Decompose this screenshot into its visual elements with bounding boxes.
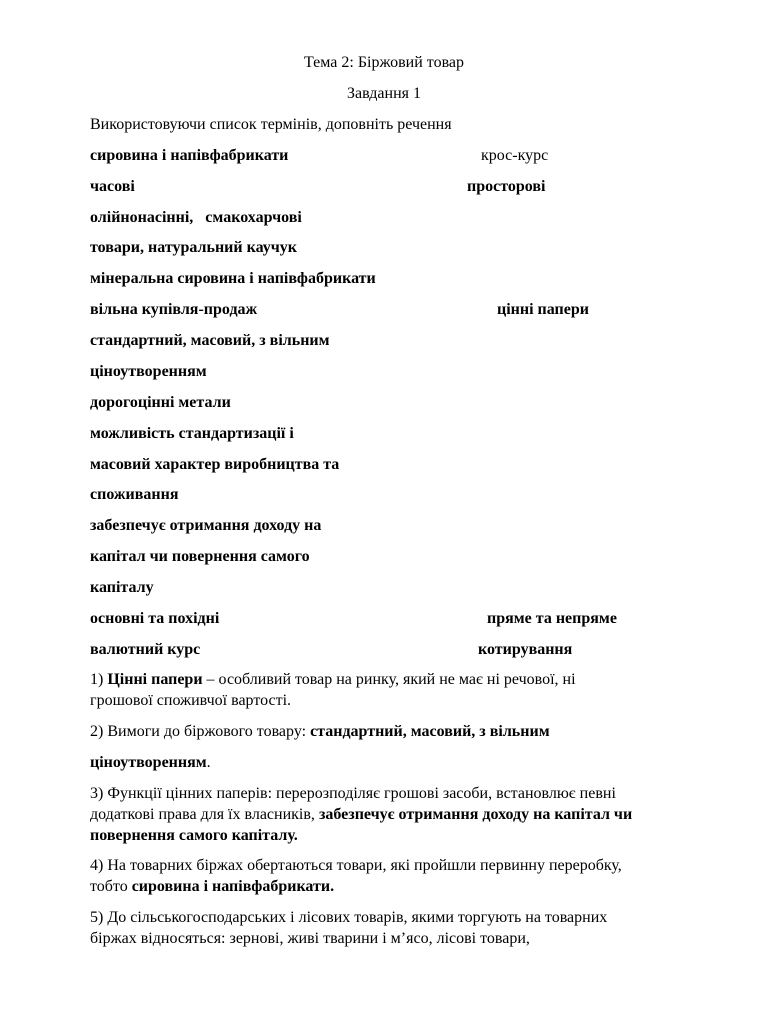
term: часові [90,178,135,195]
sentence-1-line-1: 1) Цінні папери – особливий товар на ринку, який не має ні речової, ні [90,671,576,688]
term: капіталу [90,579,154,596]
sentence-2-line-1: 2) Вимоги до біржового товару: стандартний, масовий, з вільним [90,723,550,740]
term: дорогоцінні метали [90,394,231,411]
term: крос-курс [481,147,549,164]
term: товари, натуральний каучук [90,239,297,256]
term: олійнонасінні, смакохарчові [90,209,302,226]
sentence-1-line-2: грошової споживчої вартості. [90,692,292,709]
term: сировина і напівфабрикати [90,147,289,164]
term: основні та похідні [90,610,220,627]
term: цінні папери [497,301,589,318]
term: валютний курс [90,641,201,658]
task-heading: Завдання 1 [347,85,421,102]
term: забезпечує отримання доходу на [90,517,322,534]
instruction-text: Використовуючи список термінів, доповніть речення [90,116,452,133]
sentence-5-line-2: біржах відносяться: зернові, живі тварини і м’ясо, лісові товари, [90,930,530,947]
sentence-2-line-2: ціноутворенням. [90,754,211,771]
document-title: Тема 2: Біржовий товар [303,54,465,71]
term: капітал чи повернення самого [90,548,310,565]
sentence-3-line-2: додаткові права для їх власників, забезпечує отримання доходу на капітал чи [90,806,633,823]
term: вільна купівля-продаж [90,301,258,318]
sentence-4-line-2: тобто сировина і напівфабрикати. [90,878,335,895]
term: можливість стандартизації і [90,425,294,442]
term: котирування [478,641,573,658]
sentence-3-line-3: повернення самого капіталу. [90,827,298,844]
term: просторові [467,178,546,195]
term: стандартний, масовий, з вільним [90,332,330,349]
term: пряме та непряме [487,610,617,627]
sentence-4-line-1: 4) На товарних біржах обертаються товари, які пройшли первинну переробку, [90,857,622,874]
term: мінеральна сировина і напівфабрикати [90,270,376,287]
term: ціноутворенням [90,363,207,380]
term: споживання [90,486,179,503]
sentence-3-line-1: 3) Функції цінних паперів: перерозподіляє грошові засоби, встановлює певні [90,785,616,802]
term: масовий характер виробництва та [90,456,340,473]
sentence-5-line-1: 5) До сільськогосподарських і лісових товарів, якими торгують на товарних [90,909,608,926]
